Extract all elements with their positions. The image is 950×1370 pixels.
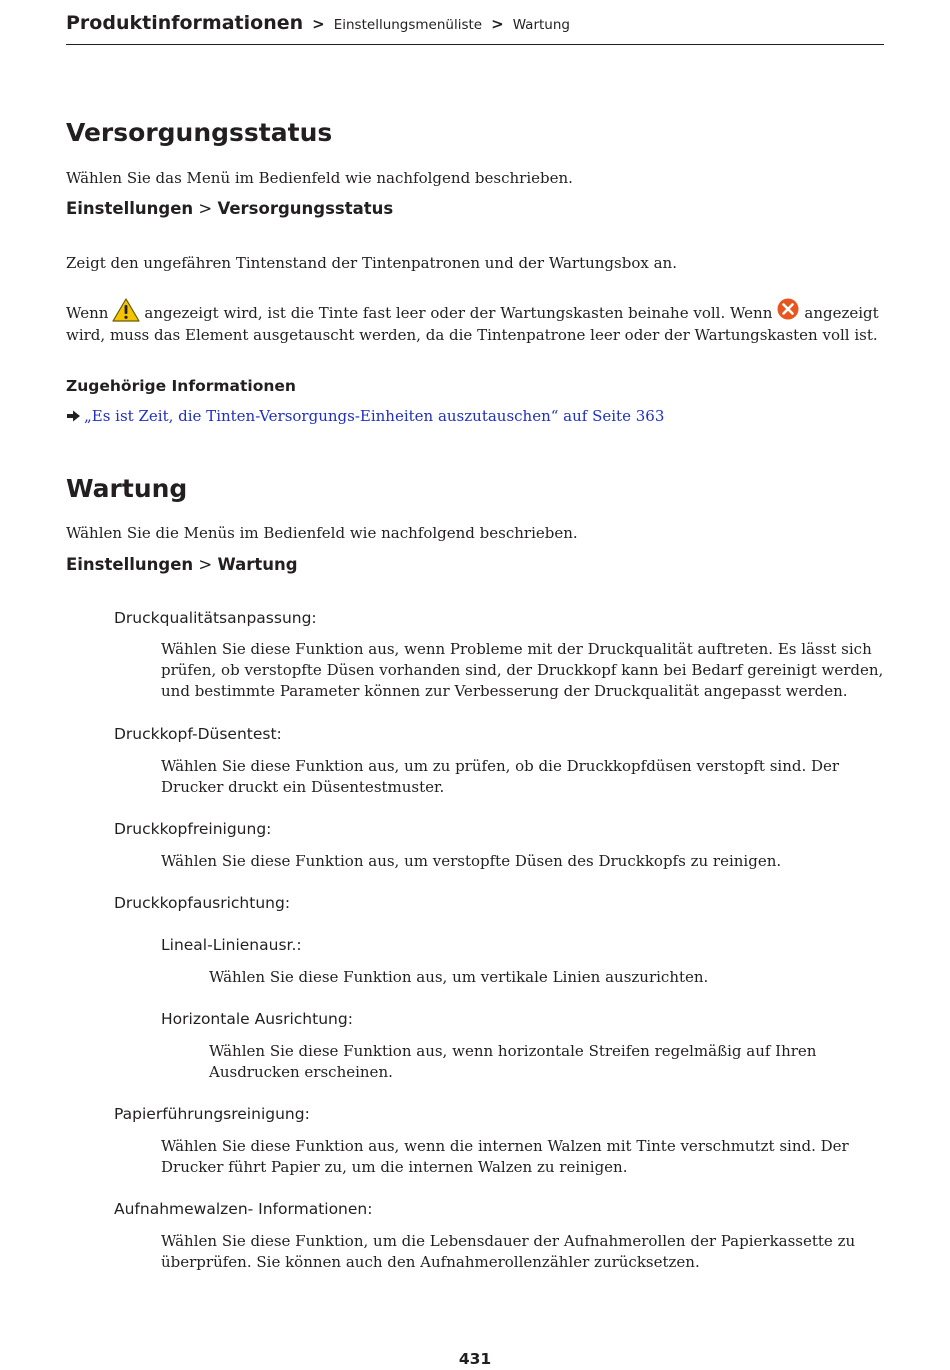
menu-path-maintenance: Wartung bbox=[217, 555, 298, 574]
menu-path-supply-status: Versorgungsstatus bbox=[217, 199, 394, 218]
menu-path-separator: > bbox=[198, 555, 213, 574]
breadcrumb-separator: > bbox=[312, 15, 325, 33]
supply-status-icon-note bbox=[66, 298, 884, 346]
menu-item-description: Wählen Sie diese Funktion aus, wenn horizontale Streifen regelmäßig auf Ihren Ausdrucken erscheinen. bbox=[209, 1042, 817, 1081]
page-header bbox=[66, 12, 884, 45]
arrow-right-icon bbox=[66, 409, 84, 427]
supply-status-menu-path bbox=[66, 199, 393, 218]
breadcrumb-item-maintenance[interactable]: Wartung bbox=[512, 17, 570, 33]
maintenance-intro: Wählen Sie die Menüs im Bedienfeld wie nachfolgend beschrieben. bbox=[66, 524, 578, 542]
menu-path-settings: Einstellungen bbox=[66, 199, 194, 218]
menu-item-description: Wählen Sie diese Funktion aus, um verstopfte Düsen des Druckkopfs zu reinigen. bbox=[161, 852, 782, 870]
section-heading-maintenance: Wartung bbox=[66, 474, 188, 503]
menu-item-description: Wählen Sie diese Funktion aus, wenn Probleme mit der Druckqualität auftreten. Es lässt sich prüfen, ob verstopfte Düsen vorhanden sind, der Druckkopf kann bei Bedarf gereinigt werden, und bestimmte Parameter können zur Verbesserung der Druckqualität angepasst werden. bbox=[161, 640, 884, 700]
related-information-title: Zugehörige Informationen bbox=[66, 377, 296, 395]
note-text-part3: angezeigt wird, muss das Element ausgetauscht werden, da die Tintenpatrone leer oder der Wartungskasten voll ist. bbox=[66, 304, 879, 344]
breadcrumb-item-settings-list[interactable]: Einstellungsmenüliste bbox=[333, 17, 483, 33]
section-heading-supply-status: Versorgungsstatus bbox=[66, 118, 333, 147]
menu-item-head-cleaning: Druckkopfreinigung: bbox=[114, 820, 272, 838]
header-title: Produktinformationen bbox=[66, 12, 304, 34]
warning-triangle-icon bbox=[112, 298, 140, 322]
related-link-replace-supplies[interactable]: „Es ist Zeit, die Tinten-Versorgungs-Einheiten auszutauschen“ auf Seite 363 bbox=[84, 407, 665, 425]
menu-item-description: Wählen Sie diese Funktion, um die Lebensdauer der Aufnahmerollen der Papierkassette zu überprüfen. Sie können auch den Aufnahmerollenzähler zurücksetzen. bbox=[161, 1232, 856, 1271]
menu-item-description: Wählen Sie diese Funktion aus, um vertikale Linien auszurichten. bbox=[209, 968, 709, 986]
menu-path-settings: Einstellungen bbox=[66, 555, 194, 574]
menu-item-horizontal-alignment: Horizontale Ausrichtung: bbox=[161, 1010, 353, 1028]
note-text-part2: angezeigt wird, ist die Tinte fast leer oder der Wartungskasten beinahe voll. Wenn bbox=[144, 304, 773, 322]
menu-item-nozzle-check: Druckkopf-Düsentest: bbox=[114, 725, 282, 743]
supply-status-description: Zeigt den ungefähren Tintenstand der Tintenpatronen und der Wartungsbox an. bbox=[66, 254, 677, 272]
menu-item-ruled-line-alignment: Lineal-Linienausr.: bbox=[161, 936, 302, 954]
menu-path-separator: > bbox=[198, 199, 213, 218]
menu-item-description: Wählen Sie diese Funktion aus, wenn die internen Walzen mit Tinte verschmutzt sind. Der Drucker führt Papier zu, um die internen Walzen zu reinigen. bbox=[161, 1137, 849, 1176]
page-number: 431 bbox=[458, 1350, 492, 1368]
error-x-circle-icon bbox=[776, 298, 800, 322]
note-text-part1: Wenn bbox=[66, 304, 109, 322]
menu-item-print-quality-adjustment: Druckqualitätsanpassung: bbox=[114, 609, 317, 627]
maintenance-menu-path bbox=[66, 555, 298, 574]
breadcrumb-separator: > bbox=[491, 15, 504, 33]
supply-status-intro: Wählen Sie das Menü im Bedienfeld wie nachfolgend beschrieben. bbox=[66, 169, 573, 187]
menu-item-pickup-roller-information: Aufnahmewalzen- Informationen: bbox=[114, 1200, 373, 1218]
menu-item-description: Wählen Sie diese Funktion aus, um zu prüfen, ob die Druckkopfdüsen verstopft sind. Der Drucker druckt ein Düsentestmuster. bbox=[161, 757, 840, 796]
related-link-row bbox=[66, 407, 664, 427]
menu-item-head-alignment: Druckkopfausrichtung: bbox=[114, 894, 291, 912]
menu-item-paper-guide-cleaning: Papierführungsreinigung: bbox=[114, 1105, 310, 1123]
